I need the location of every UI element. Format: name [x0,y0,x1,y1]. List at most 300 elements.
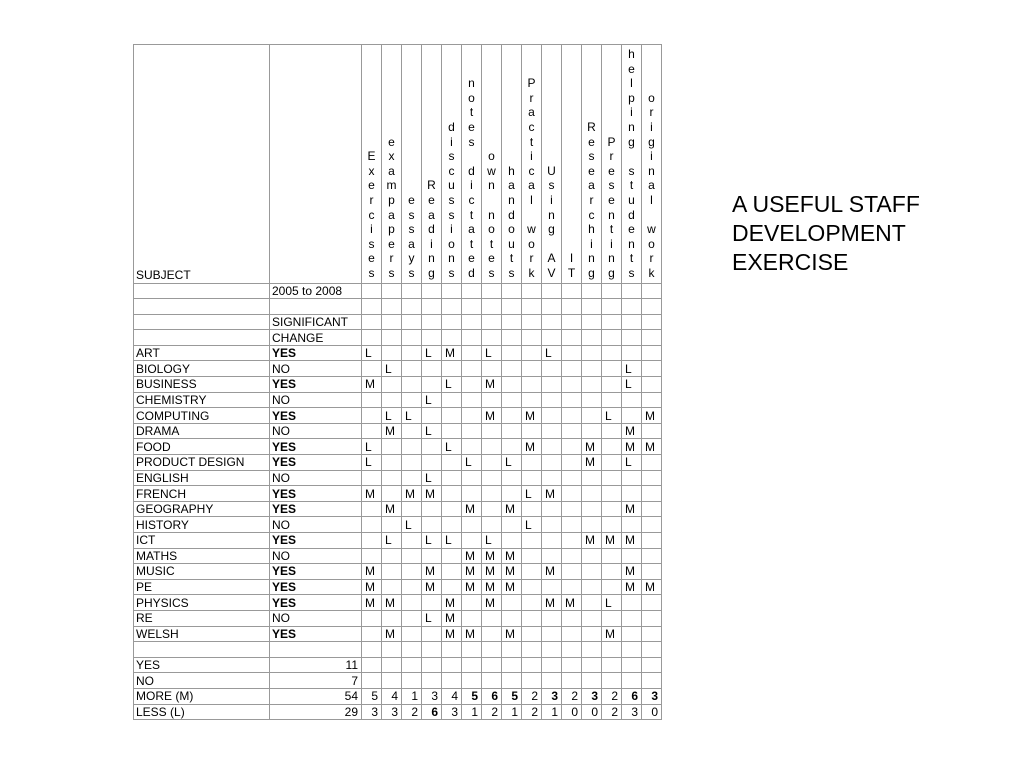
rating-cell: L [362,345,382,361]
subject-name: COMPUTING [134,408,270,424]
empty-cell [542,642,562,658]
rating-cell [562,423,582,439]
empty-cell [362,673,382,689]
rating-cell [502,408,522,424]
subject-name: ENGLISH [134,470,270,486]
rating-cell [622,345,642,361]
rating-cell [442,486,462,502]
rating-cell [362,517,382,533]
rating-cell [442,548,462,564]
empty-cell [482,314,502,330]
rating-cell [642,423,662,439]
rating-cell [602,392,622,408]
empty-cell [134,314,270,330]
activity-label: h e l p i n g s t u d e n t s [628,47,635,280]
summary-value: 7 [270,673,362,689]
empty-cell [642,657,662,673]
empty-cell [542,673,562,689]
spacer-row [134,642,662,658]
change-value: NO [270,361,362,377]
rating-cell [422,455,442,471]
rating-cell: L [622,361,642,377]
rating-cell [442,408,462,424]
rating-cell [422,548,442,564]
rating-cell [422,517,442,533]
rating-cell: M [462,579,482,595]
subject-name: PE [134,579,270,595]
activity-column-header [622,45,642,284]
rating-cell [602,610,622,626]
rating-cell [502,345,522,361]
rating-cell: L [382,408,402,424]
rating-cell [542,408,562,424]
rating-cell [542,392,562,408]
count-cell: 2 [522,704,542,720]
rating-cell [442,361,462,377]
subject-row [134,408,662,424]
rating-cell [462,595,482,611]
rating-cell [362,610,382,626]
empty-cell [382,673,402,689]
activity-label: d i s c u s s i o n s [448,119,455,280]
activity-label: h a n d o u t s [508,163,515,280]
empty-cell [562,673,582,689]
rating-cell [402,423,422,439]
rating-cell [482,455,502,471]
rating-cell: M [402,486,422,502]
rating-cell [642,455,662,471]
empty-cell [482,657,502,673]
subject-name: FOOD [134,439,270,455]
rating-cell [502,439,522,455]
empty-cell [522,330,542,346]
rating-cell [642,610,662,626]
rating-cell [422,361,442,377]
empty-cell [642,314,662,330]
rating-cell [542,361,562,377]
rating-cell [482,392,502,408]
rating-cell [362,361,382,377]
rating-cell [582,595,602,611]
rating-cell: M [362,595,382,611]
subject-name: GEOGRAPHY [134,501,270,517]
summary-row-more [134,688,662,704]
rating-cell [402,626,422,642]
empty-cell [562,299,582,315]
rating-cell [442,470,462,486]
rating-cell [642,595,662,611]
empty-cell [442,314,462,330]
rating-cell: M [382,595,402,611]
rating-cell [562,455,582,471]
subject-row [134,439,662,455]
rating-cell: M [642,408,662,424]
empty-cell [522,673,542,689]
rating-cell [582,626,602,642]
empty-cell [642,330,662,346]
rating-cell [622,470,642,486]
rating-cell [462,610,482,626]
empty-cell [502,314,522,330]
rating-cell: L [382,533,402,549]
rating-cell [382,345,402,361]
rating-cell [602,486,622,502]
activity-label: e s s a y s [408,192,415,280]
rating-cell [402,439,422,455]
rating-cell [462,533,482,549]
rating-cell [402,470,422,486]
rating-cell [562,579,582,595]
rating-cell [622,486,642,502]
rating-cell [442,579,462,595]
empty-cell [582,330,602,346]
activity-column-header [422,45,442,284]
count-cell: 3 [582,688,602,704]
rating-cell: M [602,626,622,642]
rating-cell: L [622,455,642,471]
rating-cell [362,392,382,408]
count-cell: 6 [422,704,442,720]
rating-cell [482,610,502,626]
rating-cell: M [582,439,602,455]
empty-cell [462,283,482,299]
empty-cell [602,657,622,673]
subject-row [134,486,662,502]
rating-cell [462,392,482,408]
rating-cell [542,423,562,439]
rating-cell [382,579,402,595]
empty-cell [562,283,582,299]
rating-cell: L [362,455,382,471]
rating-cell: L [602,408,622,424]
rating-cell [382,486,402,502]
rating-cell [402,361,422,377]
empty-cell [482,642,502,658]
activity-column-header [482,45,502,284]
rating-cell [642,517,662,533]
subject-row [134,564,662,580]
empty-cell [422,314,442,330]
rating-cell: M [562,595,582,611]
rating-cell: M [542,564,562,580]
empty-cell [402,330,422,346]
count-cell: 0 [582,704,602,720]
subject-row [134,501,662,517]
change-label: CHANGE [270,330,362,346]
empty-cell [602,283,622,299]
rating-cell [642,533,662,549]
change-label-row [134,314,662,330]
activity-label: o r i g i n a l w o r k [647,90,656,280]
rating-cell [602,377,622,393]
subject-name: CHEMISTRY [134,392,270,408]
empty-cell [502,283,522,299]
activity-column-header [522,45,542,284]
rating-cell [642,626,662,642]
change-column-header [270,45,362,284]
subject-column-header: SUBJECT [134,45,270,284]
rating-cell [562,517,582,533]
rating-cell: M [362,377,382,393]
empty-cell [382,299,402,315]
activity-column-header [582,45,602,284]
change-label-row [134,330,662,346]
rating-cell: M [542,595,562,611]
rating-cell: M [382,423,402,439]
empty-cell [502,299,522,315]
change-label: SIGNIFICANT [270,314,362,330]
empty-cell [442,283,462,299]
change-value: YES [270,595,362,611]
subject-name: BUSINESS [134,377,270,393]
rating-cell [522,455,542,471]
empty-cell [382,330,402,346]
activity-label: R e a d i n g [427,178,436,280]
subject-row [134,345,662,361]
activity-label: P r e s e n t i n g [607,134,616,280]
empty-cell [622,642,642,658]
rating-cell: M [362,579,382,595]
rating-cell [622,408,642,424]
summary-label: YES [134,657,270,673]
rating-cell [562,548,582,564]
count-cell: 0 [562,704,582,720]
rating-cell: L [442,533,462,549]
rating-cell [522,564,542,580]
empty-cell [362,299,382,315]
activity-label: R e s e a r c h i n g [587,119,596,280]
empty-cell [462,657,482,673]
rating-cell [562,377,582,393]
rating-cell [642,501,662,517]
summary-value: 11 [270,657,362,673]
rating-cell [582,377,602,393]
rating-cell [442,455,462,471]
change-value: NO [270,517,362,533]
rating-cell: M [622,533,642,549]
empty-cell [602,299,622,315]
rating-cell: L [362,439,382,455]
empty-cell [482,299,502,315]
rating-cell [422,501,442,517]
rating-cell: M [362,564,382,580]
empty-cell [582,299,602,315]
summary-label: NO [134,673,270,689]
activity-label: n o t e s d i c t a t e d [468,76,475,280]
empty-cell [462,330,482,346]
empty-cell [622,299,642,315]
rating-cell [562,345,582,361]
summary-value: 54 [270,688,362,704]
empty-cell [622,657,642,673]
rating-cell [622,392,642,408]
empty-cell [362,283,382,299]
rating-cell [442,564,462,580]
empty-cell [482,330,502,346]
empty-cell [642,283,662,299]
title-line: A USEFUL STAFF [732,191,920,217]
change-value: NO [270,423,362,439]
rating-cell [562,470,582,486]
rating-cell: M [622,564,642,580]
rating-cell [562,408,582,424]
rating-cell [362,626,382,642]
activity-column-header [642,45,662,284]
count-cell: 1 [462,704,482,720]
rating-cell [502,470,522,486]
empty-cell [462,299,482,315]
summary-row-yes [134,657,662,673]
count-cell: 2 [602,704,622,720]
count-cell: 5 [502,688,522,704]
rating-cell [602,423,622,439]
count-cell: 3 [622,704,642,720]
empty-cell [134,642,270,658]
rating-cell [522,423,542,439]
activity-label: I T [567,251,576,280]
empty-cell [582,673,602,689]
count-cell: 6 [482,688,502,704]
rating-cell: M [502,579,522,595]
rating-cell [422,377,442,393]
activity-label: o w n n o t e s [487,149,496,280]
rating-cell [542,517,562,533]
empty-cell [422,642,442,658]
rating-cell: M [382,626,402,642]
change-value: NO [270,470,362,486]
empty-cell [602,642,622,658]
subject-row [134,517,662,533]
rating-cell [502,533,522,549]
change-value: YES [270,486,362,502]
empty-cell [562,314,582,330]
slide-title [732,190,992,277]
rating-cell: L [482,345,502,361]
rating-cell [522,626,542,642]
empty-cell [462,314,482,330]
empty-cell [270,299,362,315]
activity-column-header [402,45,422,284]
title-line: DEVELOPMENT [732,220,906,246]
rating-cell [542,439,562,455]
empty-cell [402,283,422,299]
rating-cell [602,470,622,486]
empty-cell [522,642,542,658]
subject-name: BIOLOGY [134,361,270,377]
rating-cell [582,486,602,502]
empty-cell [642,299,662,315]
empty-cell [522,283,542,299]
empty-cell [622,673,642,689]
rating-cell [402,548,422,564]
empty-cell [502,642,522,658]
rating-cell [462,486,482,502]
empty-cell [562,642,582,658]
rating-cell: L [422,423,442,439]
count-cell: 4 [382,688,402,704]
rating-cell: L [522,517,542,533]
rating-cell [602,345,622,361]
empty-cell [442,673,462,689]
subject-name: WELSH [134,626,270,642]
rating-cell [502,595,522,611]
rating-cell [362,548,382,564]
activity-column-header [362,45,382,284]
empty-cell [602,330,622,346]
empty-cell [502,330,522,346]
rating-cell: M [462,548,482,564]
rating-cell [462,470,482,486]
rating-cell: L [442,377,462,393]
rating-cell: M [422,579,442,595]
count-cell: 0 [642,704,662,720]
activity-column-header [382,45,402,284]
rating-cell: M [482,377,502,393]
empty-cell [402,314,422,330]
change-value: YES [270,377,362,393]
change-value: NO [270,548,362,564]
count-cell: 2 [482,704,502,720]
count-cell: 1 [502,704,522,720]
rating-cell [382,392,402,408]
subject-name: MUSIC [134,564,270,580]
rating-cell: M [422,486,442,502]
rating-cell [402,564,422,580]
empty-cell [442,657,462,673]
rating-cell [422,439,442,455]
rating-cell [382,548,402,564]
activity-label: P r a c t i c a l w o r k [527,76,536,280]
change-value: YES [270,533,362,549]
empty-cell [442,642,462,658]
rating-cell [562,626,582,642]
rating-cell: M [622,501,642,517]
empty-cell [462,673,482,689]
rating-cell [602,517,622,533]
subject-name: PHYSICS [134,595,270,611]
rating-cell [642,564,662,580]
rating-cell [402,610,422,626]
rating-cell [622,548,642,564]
rating-cell [642,345,662,361]
rating-cell: M [622,579,642,595]
empty-cell [362,642,382,658]
empty-cell [582,642,602,658]
count-cell: 6 [622,688,642,704]
rating-cell [562,501,582,517]
rating-cell: L [602,595,622,611]
rating-cell: M [442,626,462,642]
rating-cell [382,517,402,533]
subject-row [134,595,662,611]
count-cell: 1 [542,704,562,720]
rating-cell [442,392,462,408]
rating-cell [462,517,482,533]
rating-cell: L [422,533,442,549]
rating-cell [542,533,562,549]
empty-cell [402,299,422,315]
rating-cell: M [362,486,382,502]
rating-cell: M [642,579,662,595]
rating-cell: M [542,486,562,502]
empty-cell [482,283,502,299]
rating-cell [382,470,402,486]
count-cell: 2 [562,688,582,704]
rating-cell [402,579,422,595]
subject-row [134,533,662,549]
count-cell: 3 [642,688,662,704]
subject-row [134,455,662,471]
